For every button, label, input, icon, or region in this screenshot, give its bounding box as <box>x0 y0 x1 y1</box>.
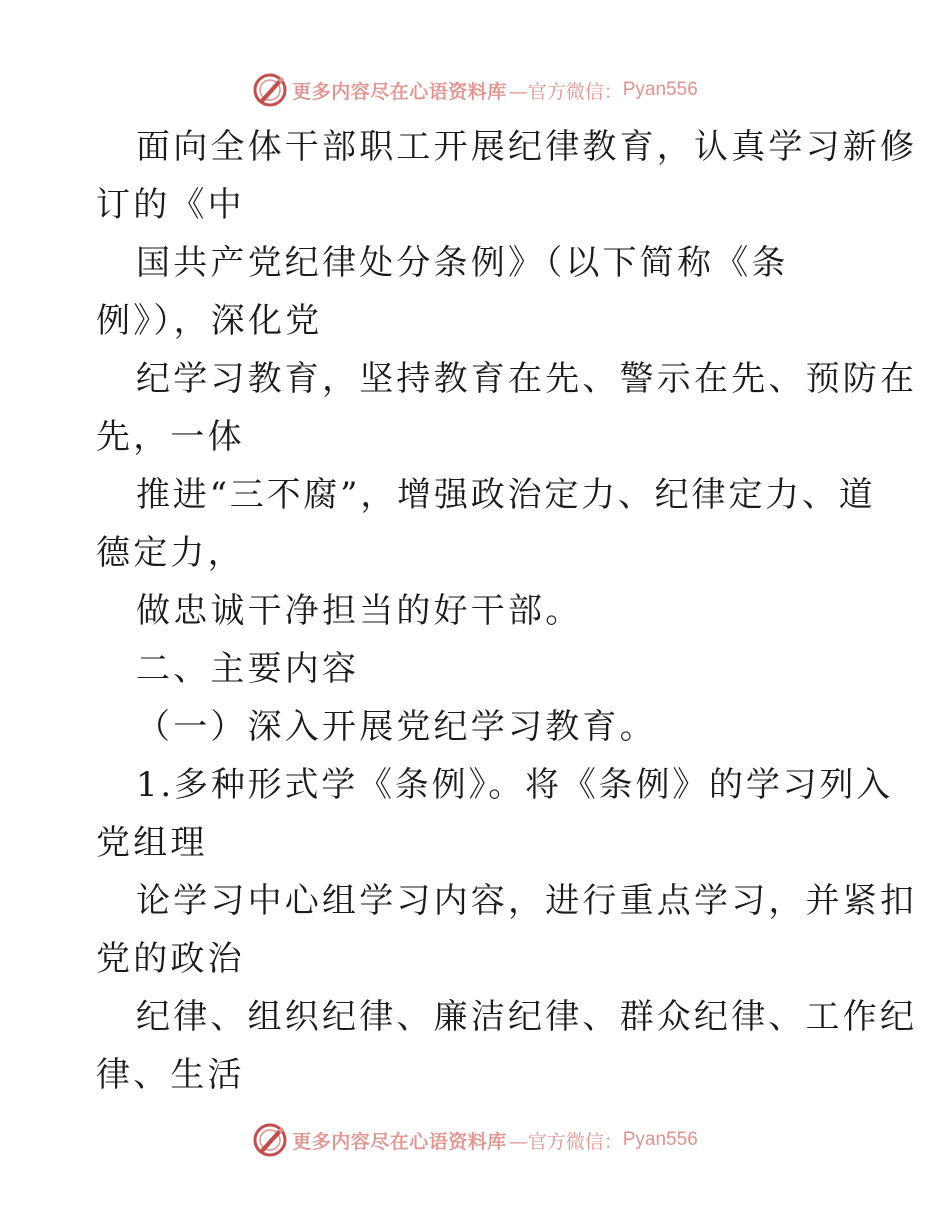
text-line: 推进“三不腐”，增强政治定力、纪律定力、道 <box>136 475 876 515</box>
watermark-main-text: 更多内容尽在心语资料库 <box>292 1130 507 1153</box>
text-line: 纪学习教育，坚持教育在先、警示在先、预防在 <box>136 359 918 399</box>
text-line: 党组理 <box>96 823 208 863</box>
header-watermark <box>0 70 950 110</box>
text-line: 做忠诚干净担当的好干部。 <box>136 591 583 631</box>
text-line: 1.多种形式学《条例》。将《条例》的学习列入 <box>136 765 894 805</box>
text-line: 党的政治 <box>96 939 245 979</box>
watermark-wechat-id: Pyan556 <box>622 79 698 100</box>
pen-logo-icon <box>252 72 288 108</box>
text-line: 纪律、组织纪律、廉洁纪律、群众纪律、工作纪 <box>136 997 918 1037</box>
watermark-main-text: 更多内容尽在心语资料库 <box>292 80 507 103</box>
text-line: 德定力， <box>96 533 245 573</box>
text-line: 面向全体干部职工开展纪律教育，认真学习新修 <box>136 127 918 167</box>
text-line: 订的《中 <box>96 185 245 225</box>
body-text <box>96 118 918 1104</box>
pen-logo-icon <box>252 1122 288 1158</box>
subsection-heading: （一）深入开展党纪学习教育。 <box>136 707 657 747</box>
text-line: 国共产党纪律处分条例》（以下简称《条 <box>136 243 789 283</box>
text-line: 先，一体 <box>96 417 245 457</box>
footer-watermark <box>0 1120 950 1160</box>
text-line: 论学习中心组学习内容，进行重点学习，并紧扣 <box>136 881 918 921</box>
section-heading: 二、主要内容 <box>136 649 360 689</box>
text-line: 例》），深化党 <box>96 301 323 341</box>
watermark-sub-text: —官方微信： <box>508 1130 623 1153</box>
watermark-sub-text: —官方微信： <box>508 80 623 103</box>
text-line: 律、生活 <box>96 1055 245 1095</box>
watermark-wechat-id: Pyan556 <box>622 1129 698 1150</box>
